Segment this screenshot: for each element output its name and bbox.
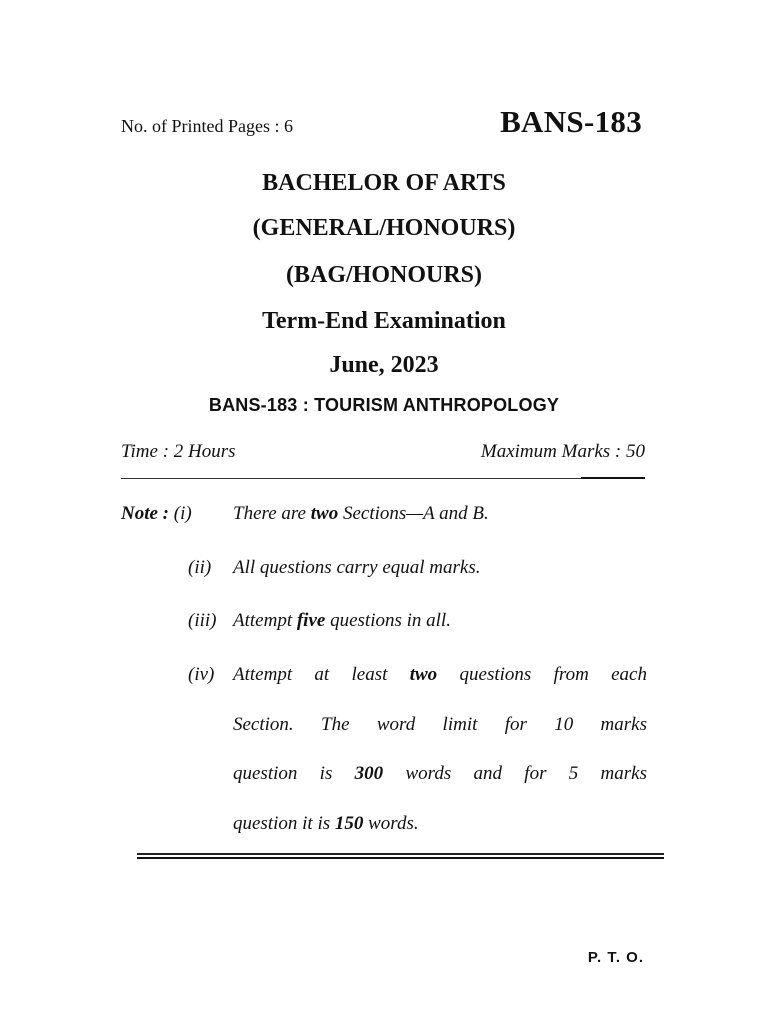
page-turn-indicator: P. T. O. bbox=[587, 949, 644, 966]
divider-rule bbox=[121, 478, 581, 479]
end-rule-top bbox=[137, 853, 664, 855]
note-item-text: There are two Sections—A and B. bbox=[233, 503, 489, 524]
note-item-2 bbox=[188, 557, 211, 579]
note-item-number: (iv) bbox=[188, 664, 215, 685]
note-item-3-text: Attempt five questions in all. bbox=[233, 610, 451, 631]
note-item-3 bbox=[188, 610, 217, 632]
time-allowed: Time : 2 Hours bbox=[121, 441, 236, 462]
printed-pages-count: No. of Printed Pages : 6 bbox=[121, 116, 293, 136]
session-title: June, 2023 bbox=[329, 352, 439, 378]
note-item-4-line-1: Attempt at least two questions from each bbox=[233, 664, 647, 685]
note-item-number: (iii) bbox=[188, 610, 217, 631]
note-item-4 bbox=[188, 664, 214, 686]
header-row bbox=[121, 104, 646, 144]
degree-title: BACHELOR OF ARTS bbox=[262, 170, 506, 196]
note-item-4-line-4: question it is 150 words. bbox=[233, 813, 419, 834]
stream-title: (GENERAL/HONOURS) bbox=[252, 215, 516, 241]
note-label: Note : bbox=[121, 503, 170, 524]
note-item-number: (i) bbox=[173, 503, 192, 524]
note-item-4-line-2: Section. The word limit for 10 marks bbox=[233, 714, 647, 735]
paper-code: BANS-183 bbox=[500, 104, 642, 139]
programme-title: (BAG/HONOURS) bbox=[285, 262, 482, 288]
end-rule-bottom bbox=[137, 857, 664, 859]
note-item-number: (ii) bbox=[188, 557, 212, 578]
maximum-marks: Maximum Marks : 50 bbox=[480, 441, 645, 462]
divider-rule-accent bbox=[581, 477, 645, 479]
course-title: BANS-183 : TOURISM ANTHROPOLOGY bbox=[208, 395, 560, 415]
exam-title: Term-End Examination bbox=[262, 308, 506, 334]
note-item-1 bbox=[121, 503, 489, 525]
note-item-2-text: All questions carry equal marks. bbox=[233, 557, 481, 578]
note-item-4-line-3: question is 300 words and for 5 marks bbox=[233, 763, 648, 784]
time-marks-row bbox=[121, 441, 645, 467]
